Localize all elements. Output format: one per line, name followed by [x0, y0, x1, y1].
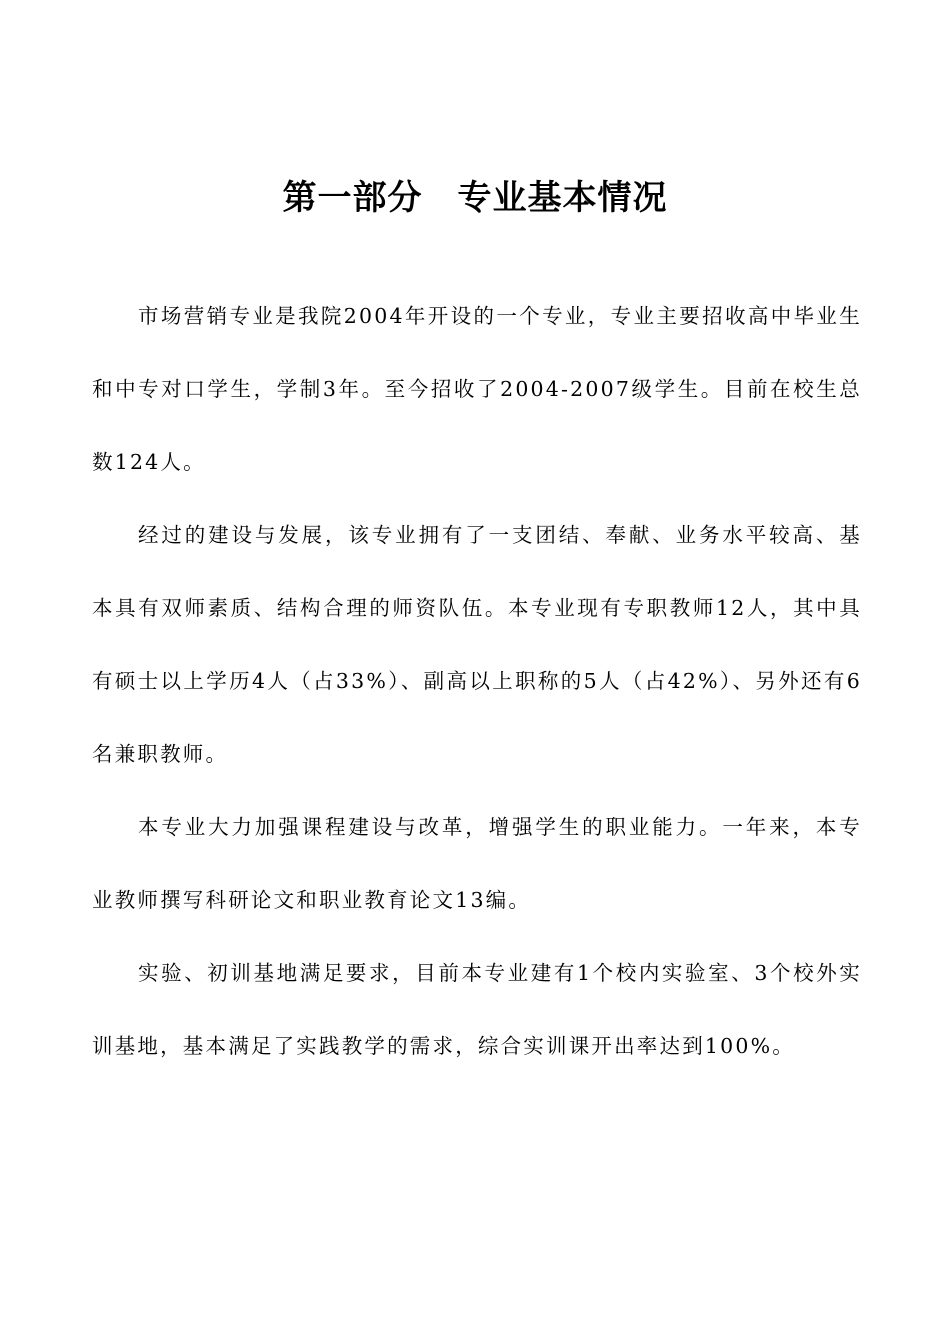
paragraph-enrollment: 市场营销专业是我院2004年开设的一个专业，专业主要招收高中毕业生和中专对口学生，学制3年。至今招收了2004-2007级学生。目前在校生总数124人。 — [92, 304, 862, 474]
page-title: 第一部分 专业基本情况 — [282, 177, 668, 218]
paragraph-faculty: 经过的建设与发展，该专业拥有了一支团结、奉献、业务水平较高、基本具有双师素质、结构合理的师资队伍。本专业现有专职教师12人，其中具有硕士以上学历4人（占33%）、副高以上职称的5人（占42%）、另外还有6名兼职教师。 — [92, 523, 862, 766]
paragraph-curriculum: 本专业大力加强课程建设与改革，增强学生的职业能力。一年来，本专业教师撰写科研论文和职业教育论文13编。 — [92, 815, 862, 912]
document-body — [92, 280, 862, 1083]
paragraph-training-base: 实验、初训基地满足要求，目前本专业建有1个校内实验室、3个校外实训基地，基本满足了实践教学的需求，综合实训课开出率达到100%。 — [92, 961, 862, 1058]
